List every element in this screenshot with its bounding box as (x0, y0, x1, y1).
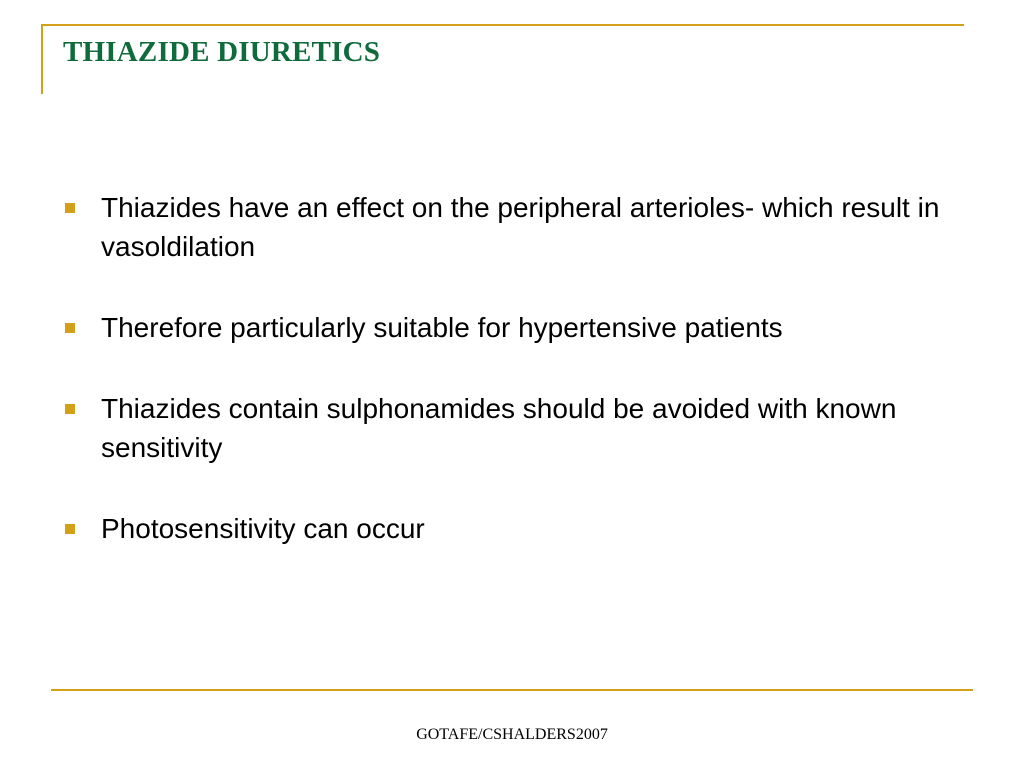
footer-rule (51, 689, 973, 691)
square-bullet-icon (65, 323, 75, 333)
bullet-list (62, 188, 982, 590)
bullet-text: Therefore particularly suitable for hypertensive patients (101, 312, 783, 343)
bullet-text: Photosensitivity can occur (101, 513, 425, 544)
slide-title: THIAZIDE DIURETICS (63, 36, 381, 68)
bullet-item (62, 308, 982, 347)
bullet-text: Thiazides have an effect on the peripheral arterioles- which result in vasoldilation (101, 192, 940, 262)
square-bullet-icon (65, 203, 75, 213)
title-frame-left-rule (41, 24, 43, 94)
square-bullet-icon (65, 404, 75, 414)
footer (0, 726, 1024, 744)
bullet-text: Thiazides contain sulphonamides should be avoided with known sensitivity (101, 393, 897, 463)
title-frame-top-rule (41, 24, 964, 26)
footer-text: GOTAFE/CSHALDERS2007 (416, 726, 608, 743)
square-bullet-icon (65, 524, 75, 534)
bullet-item (62, 509, 982, 548)
bullet-item (62, 389, 982, 467)
bullet-item (62, 188, 982, 266)
